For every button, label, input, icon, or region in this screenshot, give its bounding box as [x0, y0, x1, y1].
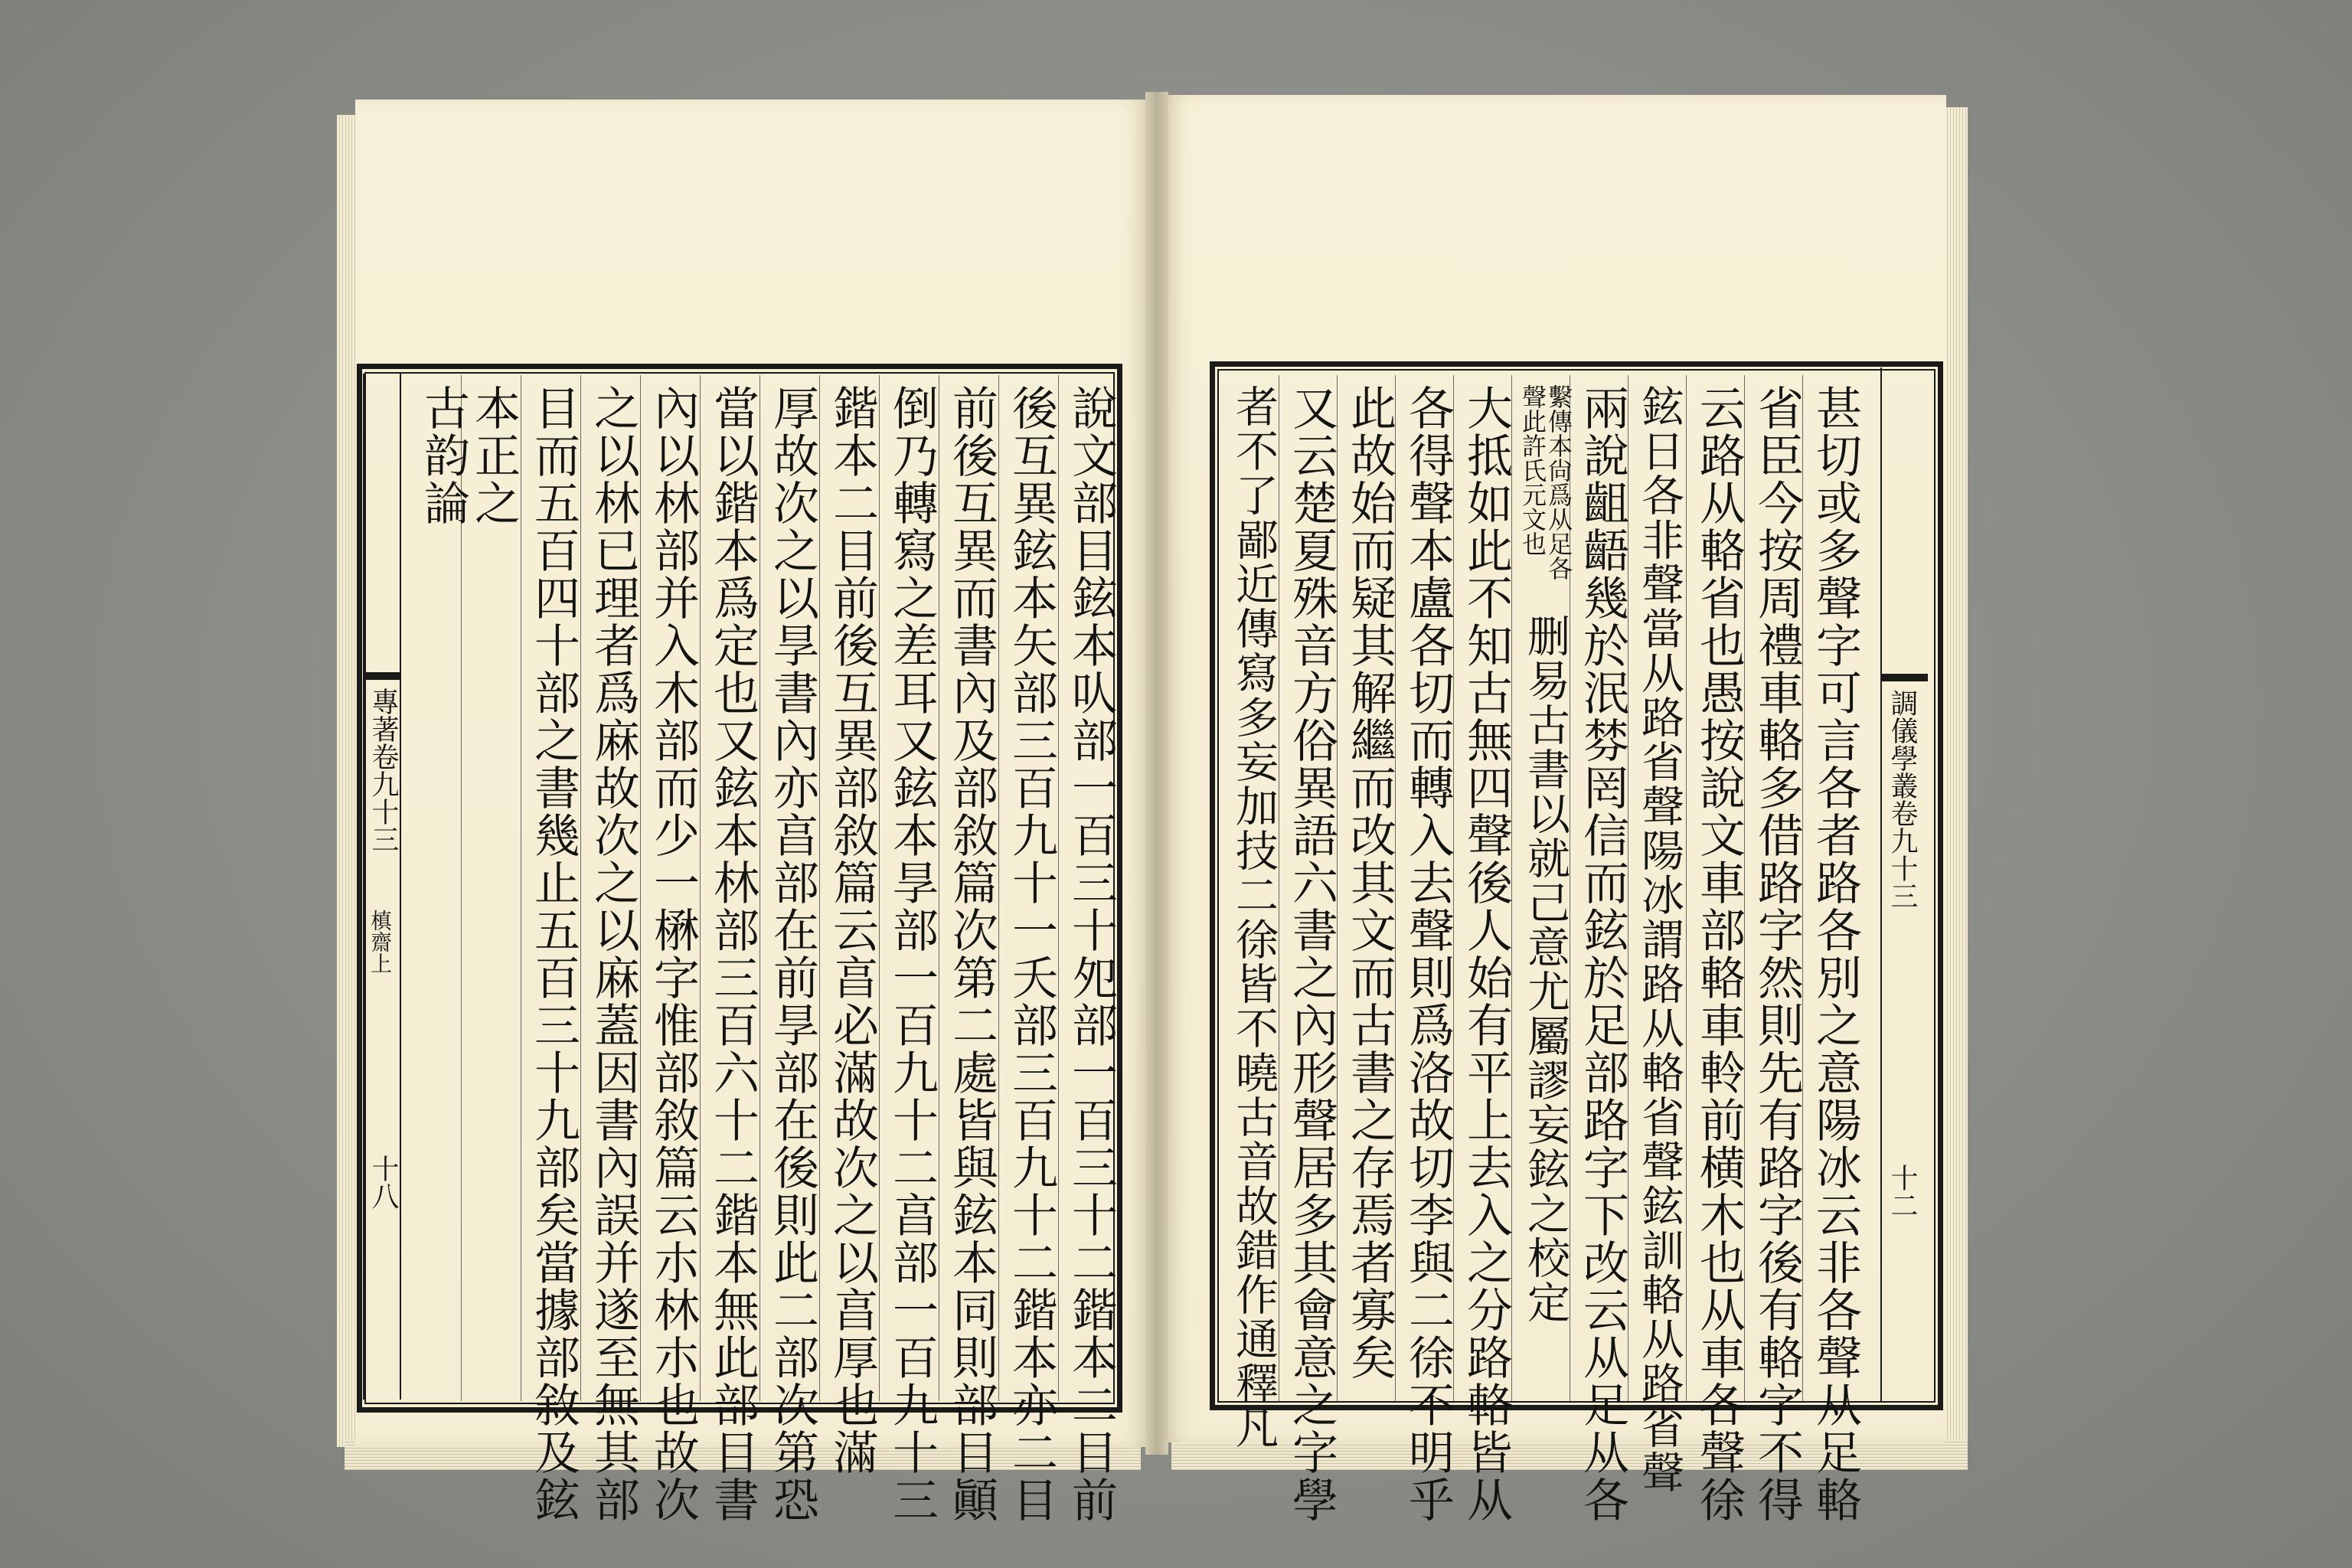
text-column: 當以鍇本爲定也又鉉本林部三百六十二鍇本無此部目書 [706, 384, 760, 1524]
column-rule [819, 375, 820, 1401]
text-column: 各得聲本盧各切而轉入去聲則爲洛故切李與二徐不明乎 [1401, 384, 1455, 1524]
text-column: 者不了鄙近傳寫多妄加技二徐皆不曉古音故錯作通釋凡 [1229, 384, 1279, 1450]
text-column: 內以林部并入木部而少一楙字惟部敘篇云朩林朩也故次 [646, 384, 700, 1524]
text-column: 又云楚夏殊音方俗異語六書之內形聲居多其會意之字學 [1285, 384, 1338, 1524]
text-column-tail: 删易古書以就己意尤屬謬妄鉉之校定 [1521, 614, 1570, 1325]
column-rule [998, 375, 999, 1401]
interlinear-note-right: 繫傳本尙爲从足各 [1544, 384, 1573, 580]
text-column: 甚切或多聲字可言各者路各別之意陽冰云非各聲从足輅 [1808, 384, 1862, 1524]
fish-tail-top [364, 672, 400, 680]
text-column: 云路从輅省也愚按說文車部輅車軨前横木也从車各聲徐 [1692, 384, 1746, 1524]
banxin-page-number: 十八 [368, 1155, 399, 1210]
left-banxin-strip [337, 358, 410, 1418]
banxin-title: 專著卷九十三 [368, 688, 399, 853]
banxin-page-number: 十二 [1886, 1164, 1918, 1219]
text-column: 兩說齟齬幾於泯棼罔信而鉉於足部路字下改云从足从各 [1576, 384, 1629, 1524]
banxin-subtitle: 槙齋上 [368, 910, 393, 974]
text-column: 前後互異而書內及部敘篇次第二處皆與鉉本同則部目顚 [945, 384, 998, 1524]
open-book [337, 84, 1968, 1524]
text-column: 倒乃轉寫之差耳又鉉本㫗部一百九十二亯部一百九十三 [885, 384, 939, 1524]
right-banxin-strip [1876, 368, 1937, 1403]
banxin-rule [363, 374, 364, 1400]
column-rule [580, 375, 581, 1401]
text-column: 之以林已理者爲麻故次之以麻蓋因書內誤并遂至無其部 [586, 384, 640, 1524]
column-rule [461, 375, 462, 1401]
banxin-title: 調儀學叢卷九十三 [1886, 689, 1918, 910]
text-column: 說文部目鉉本㕥部一百三十夗部一百三十二鍇本二目前 [1064, 384, 1118, 1524]
text-column: 省臣今按周禮車輅多借路字然則先有路字後有輅字不得 [1750, 384, 1804, 1524]
text-column: 目而五百四十部之書幾止五百三十九部矣當據部敘及鉉 [527, 384, 580, 1524]
banxin-rule [400, 374, 401, 1400]
section-heading: 古韵論 [416, 384, 470, 527]
book-gutter [1145, 92, 1168, 1455]
column-rule [700, 375, 701, 1401]
bleed-through-text [812, 145, 851, 181]
text-column: 後互異鉉本矢部三百九十一夭部三百九十二鍇本亦二目 [1004, 384, 1058, 1524]
text-column: 大抵如此不知古無四聲後人始有平上去入之分路輅皆从 [1459, 384, 1513, 1524]
annotated-column [1517, 384, 1571, 1395]
text-column: 此故始而疑其解繼而改其文而古書之存焉者寡矣 [1343, 384, 1396, 1381]
column-rule [1058, 375, 1059, 1401]
banxin-rule [1880, 368, 1882, 1403]
text-column: 厚故次之以㫗書內亦亯部在前㫗部在後則此二部次第恐 [766, 384, 819, 1524]
text-column: 本正之 [467, 384, 521, 527]
text-column: 鍇本二目前後互異部敘篇云亯必滿故次之以亯厚也滿 [825, 384, 879, 1476]
column-rule [879, 375, 880, 1401]
interlinear-note-left: 聲此許氏元文也 [1518, 384, 1547, 556]
text-column: 鉉日各非聲當从路省聲陽冰謂路从輅省聲鉉訓輅从路省聲 [1635, 384, 1684, 1494]
fish-tail-top [1882, 674, 1928, 681]
column-rule [640, 375, 641, 1401]
column-rule [1686, 375, 1687, 1401]
